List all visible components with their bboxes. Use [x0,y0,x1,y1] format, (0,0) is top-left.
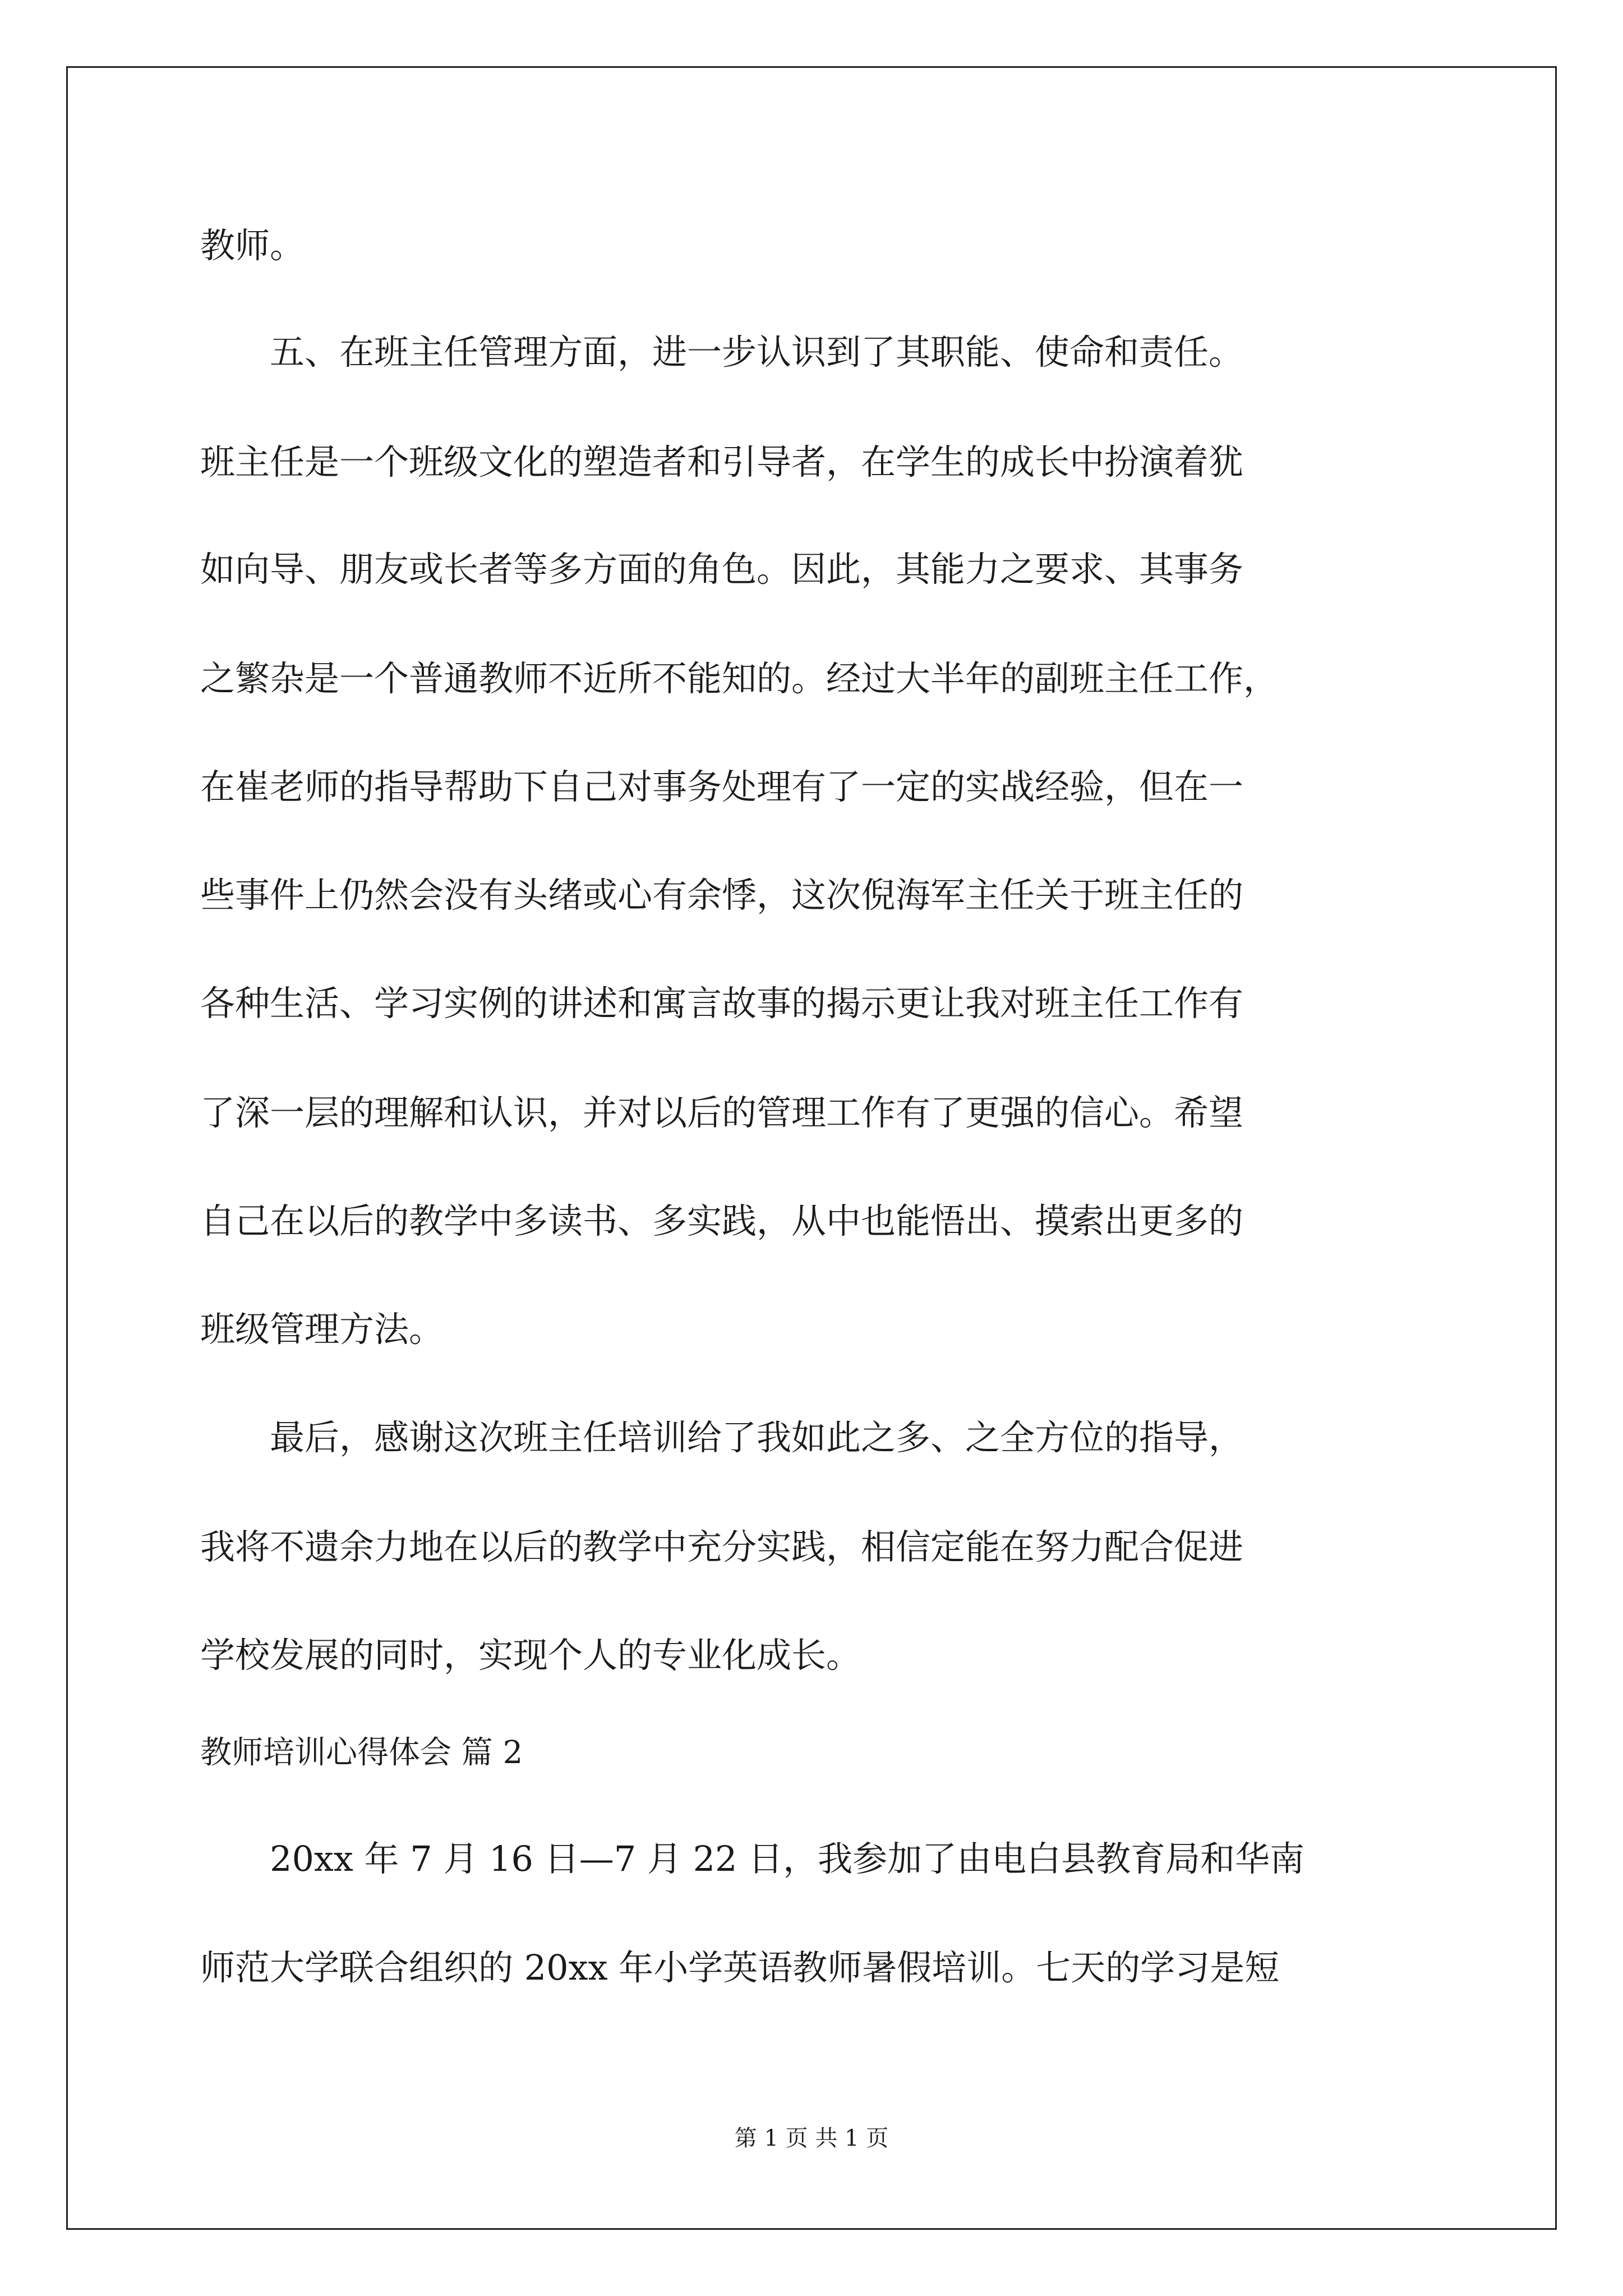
page-border [66,66,1557,2230]
page-footer: 第 1 页 共 1 页 [734,2125,889,2151]
body-line: 了深一层的理解和认识，并对以后的管理工作有了更强的信心。希望 [200,1092,1244,1133]
body-line: 最后，感谢这次班主任培训给了我如此之多、之全方位的指导， [200,1417,1244,1458]
body-line: 班级管理方法。 [200,1309,444,1350]
body-line: 如向导、朋友或长者等多方面的角色。因此，其能力之要求、其事务 [200,549,1244,590]
body-line: 教师。 [200,225,305,266]
body-line: 各种生活、学习实例的讲述和寓言故事的揭示更让我对班主任工作有 [200,983,1244,1024]
body-line: 我将不遗余力地在以后的教学中充分实践，相信定能在努力配合促进 [200,1526,1244,1567]
body-line: 学校发展的同时，实现个人的专业化成长。 [200,1635,861,1676]
body-line: 之繁杂是一个普通教师不近所不能知的。经过大半年的副班主任工作， [200,658,1279,699]
body-line: 班主任是一个班级文化的塑造者和引导者，在学生的成长中扮演着犹 [200,441,1244,482]
body-line: 在崔老师的指导帮助下自己对事务处理有了一定的实战经验，但在一 [200,766,1244,807]
body-line: 些事件上仍然会没有头绪或心有余悸，这次倪海军主任关于班主任的 [200,875,1244,915]
body-line: 师范大学联合组织的 20xx 年小学英语教师暑假培训。七天的学习是短 [200,1947,1280,1988]
body-line: 20xx 年 7 月 16 日—7 月 22 日，我参加了由电白县教育局和华南 [200,1838,1305,1879]
section-heading: 教师培训心得体会 篇 2 [200,1734,523,1771]
body-line: 自己在以后的教学中多读书、多实践，从中也能悟出、摸索出更多的 [200,1200,1244,1241]
body-line: 五、在班主任管理方面，进一步认识到了其职能、使命和责任。 [200,332,1244,372]
